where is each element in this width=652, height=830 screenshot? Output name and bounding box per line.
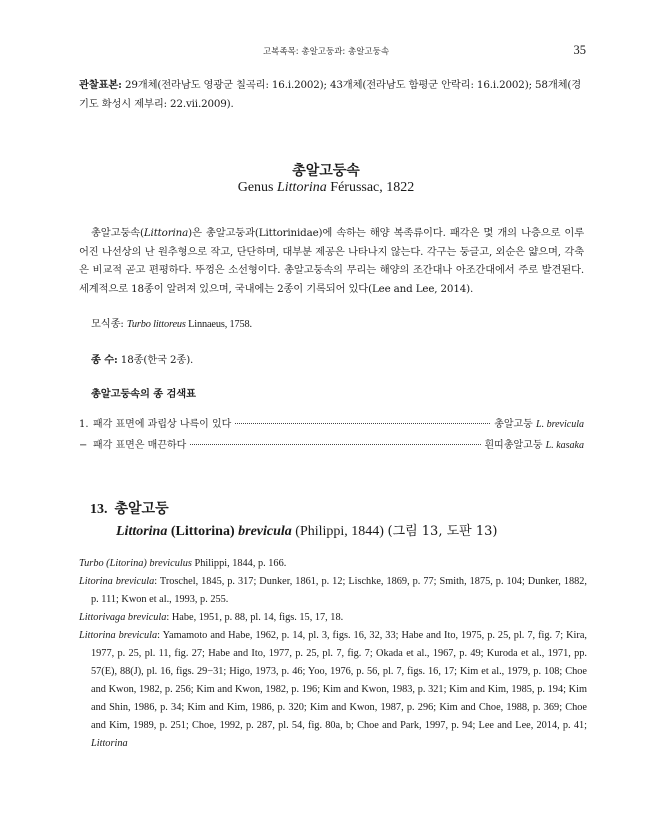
key-row-text: 패각 표면에 과립상 나륵이 있다: [93, 419, 232, 430]
key-row-number: 1.: [79, 419, 89, 430]
key-row: [79, 435, 584, 456]
synonym-name: Turbo (Litorina) breviculus: [79, 558, 192, 569]
synonym-entry: [79, 555, 587, 573]
genus-sub-prefix: Genus: [237, 180, 277, 195]
observed-specimens: [79, 76, 584, 113]
genus-subtitle: [0, 180, 652, 196]
description-paragraph: [79, 224, 584, 298]
type-species-author: Linnaeus, 1758.: [185, 319, 252, 330]
desc-text-b: )은 총알고둥과(Littorinidae)에 속하는 해양 복족류이다. 패각은 몇 개의 나층으로 이루어진 나선상의 난 원추형으로 작고, 단단하며, 대부분 제공은 나타나지 않는다. 각구는 둥글고, 외순은 얇으며, 각축은 비교적 곧고 편평하다. 뚜껑은 소선형이다. 총알고둥속의 무리는 해양의 조간대나 아조간대에서 주로 발견된다. 세계적으로 18종이 알려져 있으며, 국내에는 2종이 기록되어 있다(Lee and Lee, 2014).: [79, 227, 584, 295]
running-head: 고복족목: 총알고둥과: 총알고둥속: [262, 47, 390, 57]
synonym-refs: Philippi, 1844, p. 166.: [191, 558, 287, 569]
synonym-refs: : Habe, 1951, p. 88, pl. 14, figs. 15, 17, 18.: [166, 612, 344, 623]
page-number: 35: [573, 43, 586, 57]
species-figure-ref: (그림 13, 도판 13): [387, 524, 498, 539]
species-number: 13.: [90, 502, 108, 517]
key-row-result: [485, 435, 584, 456]
key-result-sci: L. kasaka: [545, 440, 584, 451]
species-name-kr: 총알고둥: [114, 501, 169, 517]
synonym-entry: [79, 573, 587, 609]
species-sci-species: brevicula: [238, 524, 292, 539]
synonym-name: Littorina brevicula: [79, 630, 158, 641]
key-leader-dots: [190, 444, 480, 445]
genus-sub-author: Férussac, 1822: [326, 180, 415, 195]
key-row-text: 패각 표면은 매끈하다: [93, 440, 187, 451]
species-heading: [90, 498, 497, 540]
synonym-name: Littorivaga brevicula: [79, 612, 167, 623]
observed-label: 관찰표본:: [79, 79, 122, 91]
synonym-trailing-name: Littorina: [91, 738, 128, 749]
observed-text: 29개체(전라남도 영광군 칠곡리: 16.i.2002); 43개체(전라남도 함평군 안락리: 16.i.2002); 58개체(경기도 화성시 제부리: 22.vii.2009).: [79, 79, 582, 110]
synonym-entry: [79, 627, 587, 753]
key-result-sci: L. brevicula: [536, 419, 584, 430]
genus-description: [79, 224, 584, 298]
synonymy-list: [79, 555, 587, 753]
desc-text-a: 총알고둥속(: [91, 227, 144, 239]
key-row: [79, 414, 584, 435]
key-leader-dots: [235, 423, 490, 424]
genus-sub-name: Littorina: [276, 180, 327, 195]
species-count-label: 종 수:: [91, 354, 118, 366]
species-sci-genus: Littorina: [116, 524, 168, 539]
type-species-name: Turbo littoreus: [126, 319, 186, 330]
type-species-label: 모식종:: [91, 318, 127, 330]
key-row-number: −: [79, 440, 88, 451]
desc-genus: Littorina: [143, 227, 189, 239]
synonym-refs: : Troschel, 1845, p. 317; Dunker, 1861, p. 12; Lischke, 1869, p. 77; Smith, 1875, p. 104; Dunker, 1882, p. 111; Kwon et al., 1993, p. 255.: [91, 576, 587, 605]
species-heading-line2: [90, 520, 497, 540]
species-count-value: 18종(한국 2종).: [117, 354, 194, 366]
key-row-result: [494, 414, 584, 435]
key-title: 총알고둥속의 종 검색표: [91, 388, 196, 400]
key-result-kr: 총알고둥: [494, 419, 537, 430]
species-key: [79, 414, 584, 456]
species-count: [79, 351, 584, 370]
synonym-name: Litorina brevicula: [79, 576, 155, 587]
type-species: [79, 315, 584, 335]
species-sci-subgenus: (Littorina): [170, 524, 235, 539]
genus-title: 총알고둥속: [292, 163, 360, 179]
synonym-refs: : Yamamoto and Habe, 1962, p. 14, pl. 3, figs. 16, 32, 33; Habe and Ito, 1975, p. 25, pl. 7, fig. 7; Kira, 1977, p. 25, pl. 11, fig. 27; Habe and Ito, 1977, p. 25, pl. 7, fig. 7; Okada et al., 1967, p. 49; Kuroda et al., 1971, pp. 57(E), 88(J), pl. 16, figs. 29−31; Higo, 1973, p. 46; Yoo, 1976, p. 56, pl. 7, figs. 16, 17; Kim et al., 1979, p. 108; Choe and Kwon, 1982, p. 256; Kim and Kwon, 1982, p. 196; Kim and Kwon, 1983, p. 321; Kim and Kim, 1985, p. 194; Kim and Shin, 1986, p. 34; Kim and Kim, 1986, p. 320; Kim and Kwon, 1987, p. 296; Kim and Choe, 1988, p. 369; Choe and Kim, 1989, p. 251; Choe, 1992, p. 287, pl. 54, fig. 80a, b; Choe and Park, 1997, p. 94; Lee and Lee, 2014, p. 41;: [91, 630, 587, 731]
species-heading-line1: [90, 498, 497, 518]
key-title-block: [79, 385, 584, 404]
key-result-kr: 흰띠총알고둥: [484, 440, 546, 451]
species-author: (Philippi, 1844): [295, 524, 384, 539]
synonym-entry: [79, 609, 587, 627]
